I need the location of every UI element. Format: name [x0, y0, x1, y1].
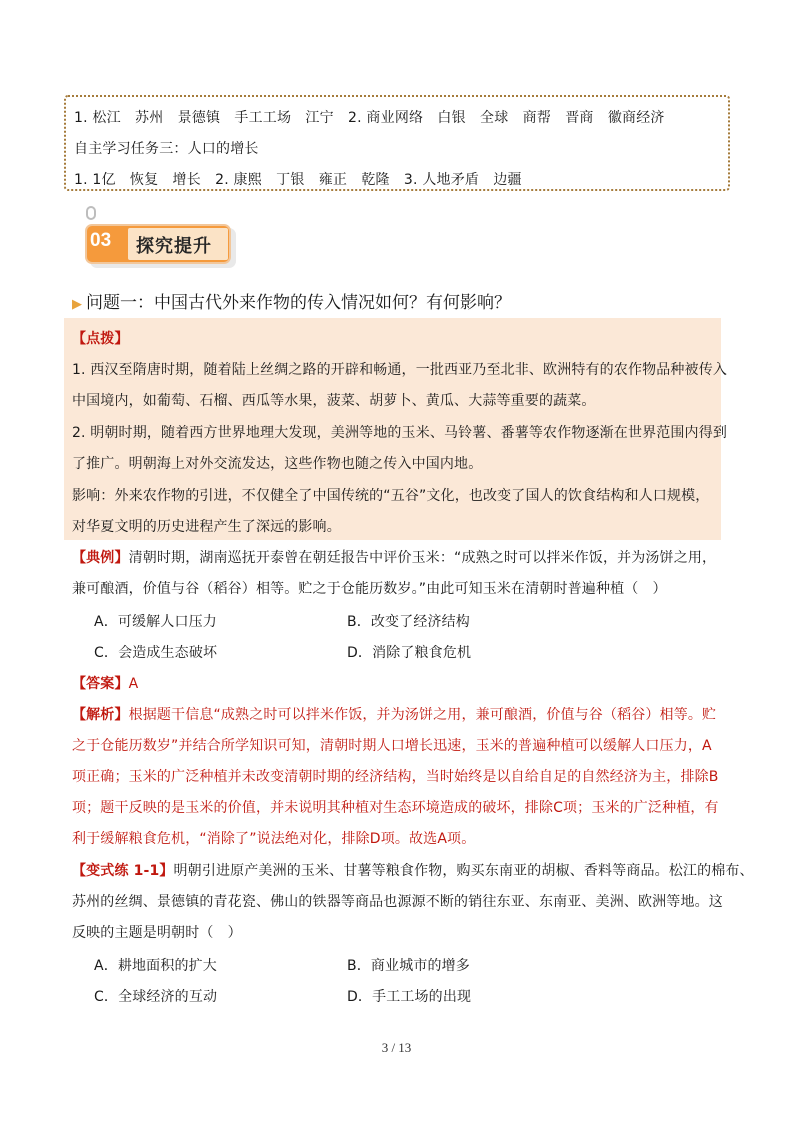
example-line: 兼可酿酒，价值与谷（稻谷）相等。贮之于仓能历数岁。”由此可知玉米在清朝时普遍种植（ ）: [72, 581, 667, 597]
question-heading: [72, 288, 511, 313]
paperclip-icon: [86, 206, 96, 220]
analysis-line: 项正确；玉米的广泛种植并未改变清朝时期的经济结构，当时始终是以自给自足的自然经济为主，排除B: [72, 769, 719, 785]
hint-line: 1. 西汉至隋唐时期，随着陆上丝绸之路的开辟和畅通，一批西亚乃至北非、欧洲特有的农作物品种被传入: [72, 362, 728, 378]
page-number: 3 / 13: [381, 1040, 412, 1055]
variant-tag: 【变式练 1-1】: [72, 863, 174, 879]
answer-tag: 【答案】: [72, 676, 129, 692]
analysis-line: 【解析】根据题干信息“成熟之时可以拌米作饭，并为汤饼之用，兼可酿酒，价值与谷（稻谷）相等。贮: [72, 707, 717, 723]
analysis-line: 利于缓解粮食危机，“消除了”说法绝对化，排除D项。故选A项。: [72, 831, 476, 847]
option-c: C．全球经济的互动: [94, 989, 218, 1005]
option-b: B．商业城市的增多: [347, 958, 470, 974]
option-a: A．耕地面积的扩大: [94, 958, 217, 974]
question-text: 问题一：中国古代外来作物的传入情况如何？有何影响？: [86, 293, 511, 313]
variant-line: 苏州的丝绸、景德镇的青花瓷、佛山的铁器等商品也源源不断的销往东亚、东南亚、美洲、欧洲等地。这: [72, 894, 723, 910]
section-badge: [80, 206, 240, 268]
variant-line: 反映的主题是明朝时（ ）: [72, 925, 242, 941]
analysis-tag: 【解析】: [72, 707, 129, 723]
analysis-line: 项；题干反映的是玉米的价值，并未说明其种植对生态环境造成的破坏，排除C项；玉米的广泛种植，有: [72, 800, 719, 816]
triangle-marker-icon: ▶: [72, 297, 82, 312]
analysis-line: 之于仓能历数岁”并结合所学知识可知，清朝时期人口增长迅速，玉米的普遍种植可以缓解人口压力，A: [72, 738, 712, 754]
answer-line-2: 自主学习任务三：人口的增长: [74, 141, 259, 157]
variant-line: 【变式练 1-1】明朝引进原产美洲的玉米、甘薯等粮食作物，购买东南亚的胡椒、香料等商品。松江的棉布、: [72, 863, 754, 879]
example-line: 【典例】清朝时期，湖南巡抚开泰曾在朝廷报告中评价玉米：“成熟之时可以拌米作饭，并为汤饼之用，: [72, 550, 717, 566]
hint-line: 对华夏文明的历史进程产生了深远的影响。: [72, 519, 341, 535]
hint-heading: 【点拨】: [72, 331, 129, 347]
hint-line: 了推广。明朝海上对外交流发达，这些作物也随之传入中国内地。: [72, 456, 483, 472]
answer-value: A: [128, 676, 139, 692]
option-b: B．改变了经济结构: [347, 614, 470, 630]
option-a: A．可缓解人口压力: [94, 614, 217, 630]
answer-line-1: 1. 松江 苏州 景德镇 手工工场 江宁 2. 商业网络 白银 全球 商帮 晋商 徽商经济: [74, 110, 665, 126]
hint-line: 影响：外来农作物的引进，不仅健全了中国传统的“五谷”文化，也改变了国人的饮食结构和人口规模，: [72, 488, 710, 504]
option-d: D．消除了粮食危机: [347, 645, 472, 661]
option-c: C．会造成生态破坏: [94, 645, 218, 661]
answer-line: [72, 673, 138, 693]
answer-line-3: 1. 1亿 恢复 增长 2. 康熙 丁银 雍正 乾隆 3. 人地矛盾 边疆: [74, 172, 522, 188]
answer-box: [64, 95, 730, 191]
hint-line: 中国境内，如葡萄、石榴、西瓜等水果，菠菜、胡萝卜、黄瓜、大蒜等重要的蔬菜。: [72, 393, 596, 409]
example-tag: 【典例】: [72, 550, 129, 566]
section-number: 03: [90, 230, 112, 251]
hint-line: 2. 明朝时期，随着西方世界地理大发现，美洲等地的玉米、马铃薯、番薯等农作物逐渐在世界范围内得到: [72, 425, 728, 441]
option-d: D．手工工场的出现: [347, 989, 472, 1005]
section-title: 探究提升: [136, 236, 212, 257]
